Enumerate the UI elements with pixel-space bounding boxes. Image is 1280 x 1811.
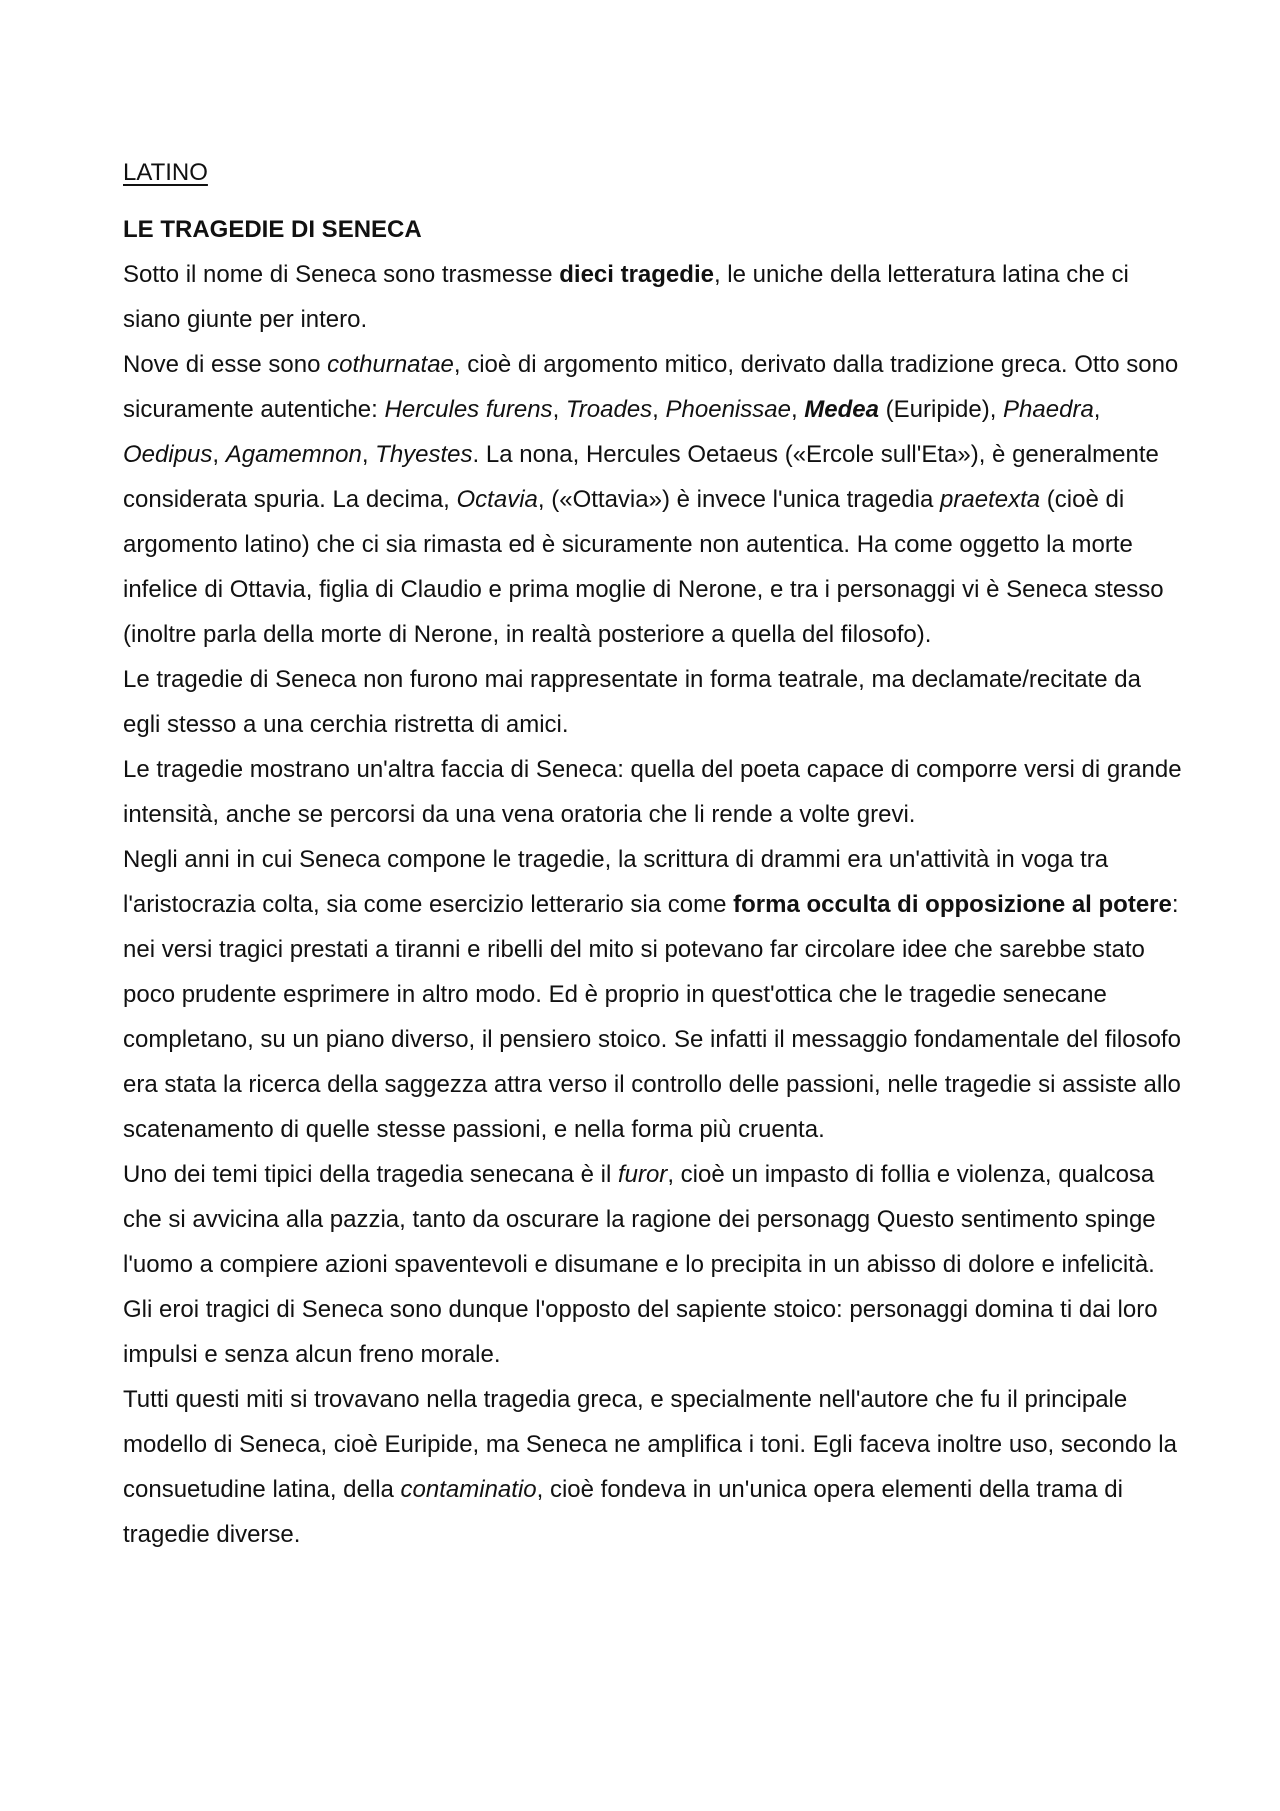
p1-text-1: Sotto il nome di Seneca sono trasmesse xyxy=(123,261,560,288)
p5-bold-1: forma occulta di opposizione al potere xyxy=(733,891,1172,918)
p2-text-10: . La nona, Hercules Oetaeus («Ercole sull'Eta»), è generalmente considerata spuria. La decima, xyxy=(123,441,1159,513)
p8-text-1: Tutti questi miti si trovavano nella tragedia greca, e specialmente nell'autore che fu il principale modello di Seneca, cioè Euripide, ma Seneca ne amplifica i toni. Egli faceva inoltre uso, secondo la consuetudine latina, della xyxy=(123,1386,1177,1503)
p2-italic-6: Phaedra xyxy=(1003,396,1094,423)
paragraph-6 xyxy=(123,1152,1183,1287)
p5-text-1: Negli anni in cui Seneca compone le tragedie, la scrittura di drammi era un'attività in voga tra l'aristocrazia colta, sia come esercizio letterario sia come xyxy=(123,846,1109,918)
p8-text-2: , cioè fondeva in un'unica opera elementi della trama di tragedie diverse. xyxy=(123,1476,1123,1548)
p2-italic-1: cothurnatae xyxy=(327,351,454,378)
p2-text-7: , xyxy=(1093,396,1101,423)
subject-heading: LATINO xyxy=(123,159,208,186)
p6-text-2: , cioè un impasto di follia e violenza, qualcosa che si avvicina alla pazzia, tanto da oscurare la ragione dei personagg Questo sentimento spinge l'uomo a compiere azioni spaventevoli e disumane e lo precipita in un abisso di dolore e infelicità. xyxy=(123,1161,1156,1278)
p6-italic-1: furor xyxy=(617,1161,668,1188)
p2-text-9: , xyxy=(361,441,376,468)
paragraph-2 xyxy=(123,342,1183,657)
paragraph-8 xyxy=(123,1377,1183,1557)
p6-text-1: Uno dei temi tipici della tragedia senecana è il xyxy=(123,1161,618,1188)
p2-italic-10: Octavia xyxy=(456,486,538,513)
p2-text-1: Nove di esse sono xyxy=(123,351,328,378)
p8-italic-1: contaminatio xyxy=(400,1476,537,1503)
p2-italic-4: Phoenissae xyxy=(665,396,791,423)
p1-text-2: , le uniche della letteratura latina che ci siano giunte per intero. xyxy=(123,261,1129,333)
p2-text-6: (Euripide), xyxy=(879,396,1004,423)
p2-text-2: , cioè di argomento mitico, derivato dalla tradizione greca. Otto sono sicuramente autentiche: xyxy=(123,351,1179,423)
paragraph-5 xyxy=(123,837,1183,1152)
p2-text-4: , xyxy=(652,396,666,423)
p2-bold-italic-5: Medea xyxy=(804,396,879,423)
document-page xyxy=(123,150,1183,1557)
p2-italic-3: Troades xyxy=(565,396,653,423)
p2-italic-11: praetexta xyxy=(940,486,1041,513)
paragraph-7 xyxy=(123,1287,1183,1377)
p2-text-11: , («Ottavia») è invece l'unica tragedia xyxy=(537,486,941,513)
p2-text-3: , xyxy=(552,396,566,423)
paragraph-1 xyxy=(123,252,1183,342)
p2-italic-2: Hercules furens xyxy=(384,396,553,423)
p2-text-5: , xyxy=(790,396,805,423)
p7-text-1: Gli eroi tragici di Seneca sono dunque l'opposto del sapiente stoico: personaggi domina ti dai loro impulsi e senza alcun freno morale. xyxy=(123,1296,1158,1368)
p2-text-12: (cioè di argomento latino) che ci sia rimasta ed è sicuramente non autentica. Ha come oggetto la morte infelice di Ottavia, figlia di Claudio e prima moglie di Nerone, e tra i personaggi vi è Seneca stesso (inoltre parla della morte di Nerone, in realtà posteriore a quella del filosofo). xyxy=(123,486,1164,648)
p2-text-8: , xyxy=(212,441,226,468)
p5-text-2: : nei versi tragici prestati a tiranni e ribelli del mito si potevano far circolare idee che sarebbe stato poco prudente esprimere in altro modo. Ed è proprio in quest'ottica che le tragedie senecane completano, su un piano diverso, il pensiero stoico. Se infatti il messaggio fondamentale del filosofo era stata la ricerca della saggezza attra verso il controllo delle passioni, nelle tragedie si assiste allo scatenamento di quelle stesse passioni, e nella forma più cruenta. xyxy=(123,891,1181,1143)
p1-bold-1: dieci tragedie xyxy=(559,261,714,288)
paragraph-4 xyxy=(123,747,1183,837)
p4-text-1: Le tragedie mostrano un'altra faccia di Seneca: quella del poeta capace di comporre versi di grande intensità, anche se percorsi da una vena oratoria che li rende a volte grevi. xyxy=(123,756,1182,828)
p2-italic-7: Oedipus xyxy=(123,441,213,468)
paragraph-3 xyxy=(123,657,1183,747)
p2-italic-9: Thyestes xyxy=(375,441,473,468)
p2-italic-8: Agamemnon xyxy=(225,441,362,468)
p3-text-1: Le tragedie di Seneca non furono mai rappresentate in forma teatrale, ma declamate/recitate da egli stesso a una cerchia ristretta di amici. xyxy=(123,666,1141,738)
document-title: LE TRAGEDIE DI SENECA xyxy=(123,216,422,243)
